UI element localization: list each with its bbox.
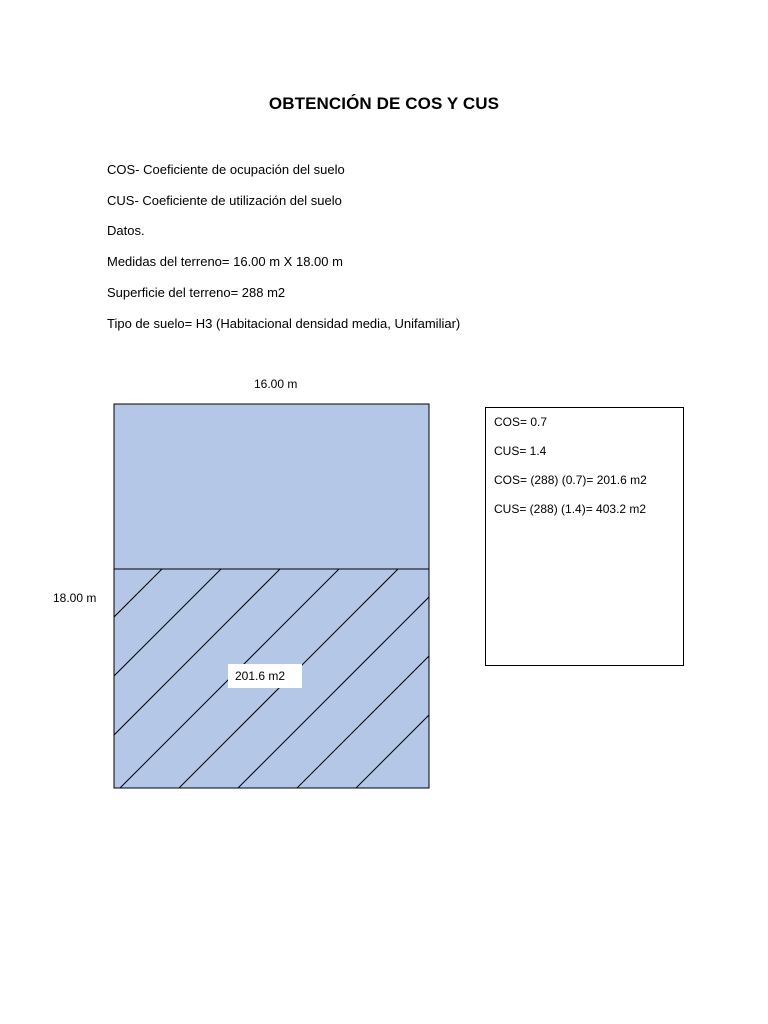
occupied-area-label: 201.6 m2 (228, 664, 302, 688)
lot-rectangle (114, 404, 429, 788)
text-line-medidas: Medidas del terreno= 16.00 m X 18.00 m (107, 254, 343, 269)
height-dimension-label: 18.00 m (53, 591, 97, 605)
calc-line-cos-result: COS= (288) (0.7)= 201.6 m2 (494, 473, 647, 487)
text-line-cus-definition: CUS- Coeficiente de utilización del suelo (107, 193, 342, 208)
width-dimension-label: 16.00 m (254, 377, 298, 391)
calc-line-cus-result: CUS= (288) (1.4)= 403.2 m2 (494, 502, 647, 516)
page-title: OBTENCIÓN DE COS Y CUS (268, 94, 500, 113)
text-line-superficie: Superficie del terreno= 288 m2 (107, 285, 286, 300)
calc-line-cos: COS= 0.7 (494, 415, 548, 429)
text-line-cos-definition: COS- Coeficiente de ocupación del suelo (107, 162, 345, 177)
text-line-tipo-suelo: Tipo de suelo= H3 (Habitacional densidad media, Unifamiliar) (107, 316, 461, 331)
calculations-box (485, 407, 684, 666)
text-line-datos: Datos. (107, 223, 145, 238)
calc-line-cus: CUS= 1.4 (494, 444, 547, 458)
